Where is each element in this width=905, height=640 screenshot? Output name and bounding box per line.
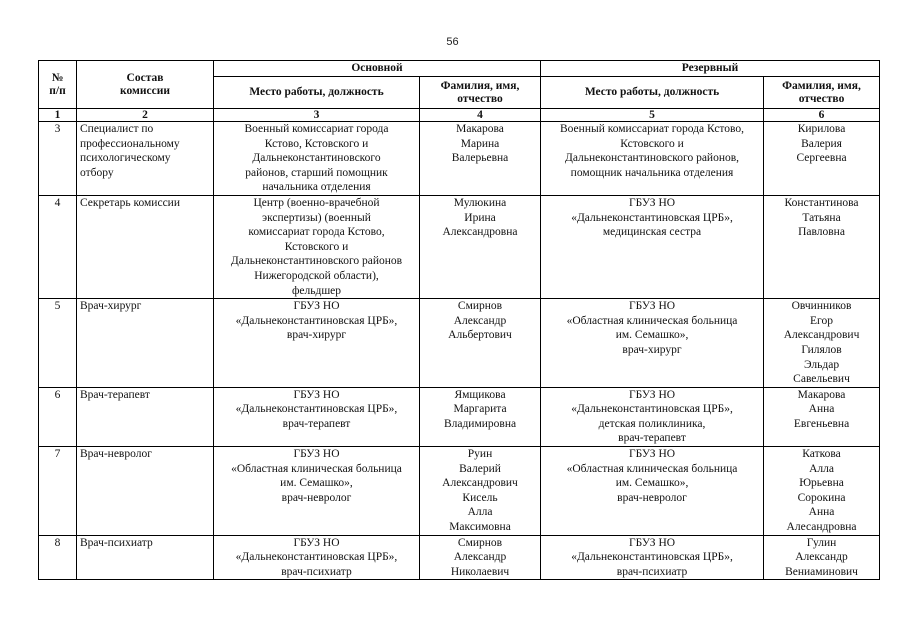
main-workplace-line: врач-хирург [286,329,347,342]
main-workplace-line: Кстово, Кстовского и [264,137,369,150]
reserve-workplace-line: им. Семашко», [615,329,689,342]
main-workplace-line: начальника отделения [262,181,371,194]
reserve-fio [764,122,880,196]
reserve-fio-line: Гилялов [801,343,842,356]
reserve-fio-line: Валерия [801,137,842,150]
table-row [39,535,880,580]
column-number: 2 [77,109,214,122]
main-workplace [214,122,420,196]
commission-role-line: Врач-терапевт [80,388,150,401]
main-fio-line: Владимировна [443,417,517,430]
table-row [39,195,880,298]
main-fio-line: Смирнов [457,300,503,313]
reserve-fio-line: Кирилова [797,123,846,135]
reserve-fio-line: Анна [808,403,835,416]
reserve-workplace-line: «Дальнеконстантиновская ЦРБ», [571,551,733,564]
main-workplace-line: им. Семашко», [280,477,353,490]
reserve-fio-line: Каткова [802,448,841,461]
main-fio-line: Руин [467,448,493,461]
main-workplace-line: ГБУЗ НО [293,536,340,549]
reserve-workplace-line: Военный комиссариат города Кстово, [560,123,745,135]
commission-role [77,535,214,580]
reserve-fio-line: Овчинников [791,300,852,313]
main-fio-line: Мулюкина [453,196,507,209]
main-workplace-line: «Дальнеконстантиновская ЦРБ», [235,314,398,327]
main-workplace [214,299,420,388]
reserve-fio [764,387,880,446]
header-reserve-workplace: Место работы, должность [541,77,764,109]
main-workplace-line: экспертизы) (военный [262,211,371,224]
main-fio-line: Александр [453,314,507,327]
main-workplace-line: Дальнеконстантиновского [252,152,381,165]
reserve-workplace-line: «Областная клиническая больница [566,314,738,327]
header-fio-line: отчество [457,92,503,105]
commission-role-line: Врач-психиатр [80,536,153,549]
main-fio-line: Александрович [442,477,518,490]
main-fio-line: Алла [467,506,493,519]
row-number: 3 [39,122,77,196]
main-fio [420,387,541,446]
main-workplace [214,535,420,580]
table-row [39,122,880,196]
reserve-fio-line: Анна [808,506,835,519]
commission-role [77,447,214,536]
commission-role-line: Секретарь комиссии [80,196,180,209]
reserve-workplace [541,447,764,536]
reserve-fio [764,447,880,536]
commission-role-line: отбору [80,166,114,179]
reserve-fio-line: Александрович [783,329,860,342]
reserve-workplace-line: помощник начальника отделения [570,166,734,179]
reserve-workplace [541,195,764,298]
main-workplace-line: фельдшер [291,284,342,297]
header-composition-line: комиссии [120,84,170,97]
main-fio-line: Марина [460,137,500,150]
reserve-fio [764,299,880,388]
commission-role-line: психологическому [80,152,171,165]
reserve-workplace-line: детская поликлиника, [598,417,706,430]
header-reserve-group: Резервный [541,61,880,77]
reserve-workplace-line: ГБУЗ НО [628,448,676,461]
reserve-workplace-line: Дальнеконстантиновского районов, [564,152,740,165]
main-workplace-line: «Дальнеконстантиновская ЦРБ», [235,403,398,416]
main-workplace-line: Военный комиссариат города [244,123,389,135]
header-reserve-fio [764,77,880,109]
row-number: 4 [39,195,77,298]
reserve-workplace-line: «Дальнеконстантиновская ЦРБ», [571,403,733,416]
main-workplace-line: врач-невролог [281,491,352,504]
column-number: 3 [214,109,420,122]
reserve-fio [764,535,880,580]
main-workplace-line: Центр (военно-врачебной [253,196,380,209]
row-number: 8 [39,535,77,580]
reserve-workplace-line: врач-терапевт [618,432,686,445]
header-composition [77,61,214,109]
header-num-line: № [51,71,64,84]
main-fio-line: Маргарита [453,403,507,416]
reserve-workplace [541,387,764,446]
reserve-workplace-line: ГБУЗ НО [628,536,676,549]
row-number: 7 [39,447,77,536]
commission-role [77,122,214,196]
main-fio-line: Александровна [442,226,518,239]
main-fio-line: Максимовна [449,521,511,534]
reserve-workplace-line: «Областная клиническая больница [566,462,738,475]
main-workplace-line: комиссариат города Кстово, [248,226,385,239]
commission-role-line: Специалист по [80,123,154,135]
main-workplace-line: «Областная клиническая больница [231,462,402,475]
table-row [39,447,880,536]
table-body [39,109,880,580]
reserve-fio-line: Алла [809,462,834,475]
main-fio-line: Кисель [462,491,498,504]
column-number: 4 [420,109,541,122]
main-fio [420,447,541,536]
row-number: 6 [39,387,77,446]
reserve-workplace-line: медицинская сестра [602,226,702,239]
header-main-fio [420,77,541,109]
table-row [39,387,880,446]
main-workplace-line: ГБУЗ НО [293,448,340,461]
reserve-fio-line: Александр [795,551,848,564]
reserve-workplace [541,299,764,388]
main-workplace [214,447,420,536]
reserve-fio-line: Татьяна [802,211,841,224]
main-workplace [214,387,420,446]
reserve-fio-line: Павловна [798,226,845,239]
reserve-fio-line: Макарова [797,388,846,401]
header-fio-line: Фамилия, имя, [440,79,520,92]
row-number: 5 [39,299,77,388]
main-fio [420,195,541,298]
header-num-line: п/п [49,84,66,97]
reserve-fio-line: Гулин [806,536,837,549]
header-composition-line: Состав [126,71,164,84]
main-workplace-line: ГБУЗ НО [293,388,340,401]
commission-role-line: Врач-хирург [80,300,142,313]
reserve-fio [764,195,880,298]
commission-role [77,299,214,388]
main-workplace-line: Дальнеконстантиновского районов [230,255,403,268]
main-fio [420,535,541,580]
reserve-workplace-line: ГБУЗ НО [628,196,676,209]
commission-role [77,195,214,298]
main-fio-line: Ирина [464,211,496,224]
main-fio-line: Макарова [456,123,504,135]
main-workplace-line: Нижегородской области), [254,269,379,282]
main-fio-line: Смирнов [457,536,503,549]
commission-role-line: профессиональному [80,137,180,150]
reserve-workplace-line: Кстовского и [620,137,684,150]
reserve-workplace-line: «Дальнеконстантиновская ЦРБ», [571,211,733,224]
header-fio-line: отчество [798,92,845,105]
reserve-workplace [541,535,764,580]
reserve-fio-line: Константинова [784,196,859,209]
reserve-workplace-line: ГБУЗ НО [628,388,676,401]
main-fio-line: Валерий [459,462,501,475]
header-fio-line: Фамилия, имя, [782,79,861,92]
reserve-fio-line: Юрьевна [799,477,844,490]
reserve-fio-line: Евгеньевна [793,417,850,430]
reserve-workplace-line: врач-невролог [617,491,687,504]
column-number: 6 [764,109,880,122]
header-main-workplace: Место работы, должность [214,77,420,109]
header-main-group: Основной [214,61,541,77]
main-fio-line: Валерьевна [451,152,509,165]
reserve-workplace-line: им. Семашко», [615,477,689,490]
main-workplace-line: Кстовского и [284,240,349,253]
main-fio-line: Ямщикова [454,388,506,401]
column-number-row [39,109,880,122]
main-fio-line: Альбертович [448,329,512,342]
main-fio [420,299,541,388]
reserve-fio-line: Эльдар [803,358,840,371]
reserve-workplace-line: ГБУЗ НО [628,300,676,313]
reserve-workplace [541,122,764,196]
main-workplace-line: врач-психиатр [281,565,352,578]
reserve-fio-line: Сергеевна [796,152,847,165]
header-num [39,61,77,109]
main-workplace-line: «Дальнеконстантиновская ЦРБ», [235,551,398,564]
main-fio-line: Александр [453,551,507,564]
page-number: 56 [446,36,459,48]
main-workplace-line: ГБУЗ НО [293,300,340,313]
commission-role [77,387,214,446]
reserve-fio-line: Егор [810,314,833,327]
column-number: 5 [541,109,764,122]
commission-table [38,60,880,580]
reserve-workplace-line: врач-хирург [622,343,682,356]
main-workplace [214,195,420,298]
main-fio-line: Николаевич [450,565,510,578]
main-workplace-line: районов, старший помощник [245,166,388,179]
main-fio [420,122,541,196]
reserve-workplace-line: врач-психиатр [616,565,688,578]
table-row [39,299,880,388]
reserve-fio-line: Алесандровна [786,521,857,534]
main-workplace-line: врач-терапевт [282,417,351,430]
reserve-fio-line: Савельевич [793,373,850,386]
reserve-fio-line: Вениаминович [785,565,858,578]
column-number: 1 [39,109,77,122]
commission-role-line: Врач-невролог [80,448,152,461]
reserve-fio-line: Сорокина [797,491,846,504]
